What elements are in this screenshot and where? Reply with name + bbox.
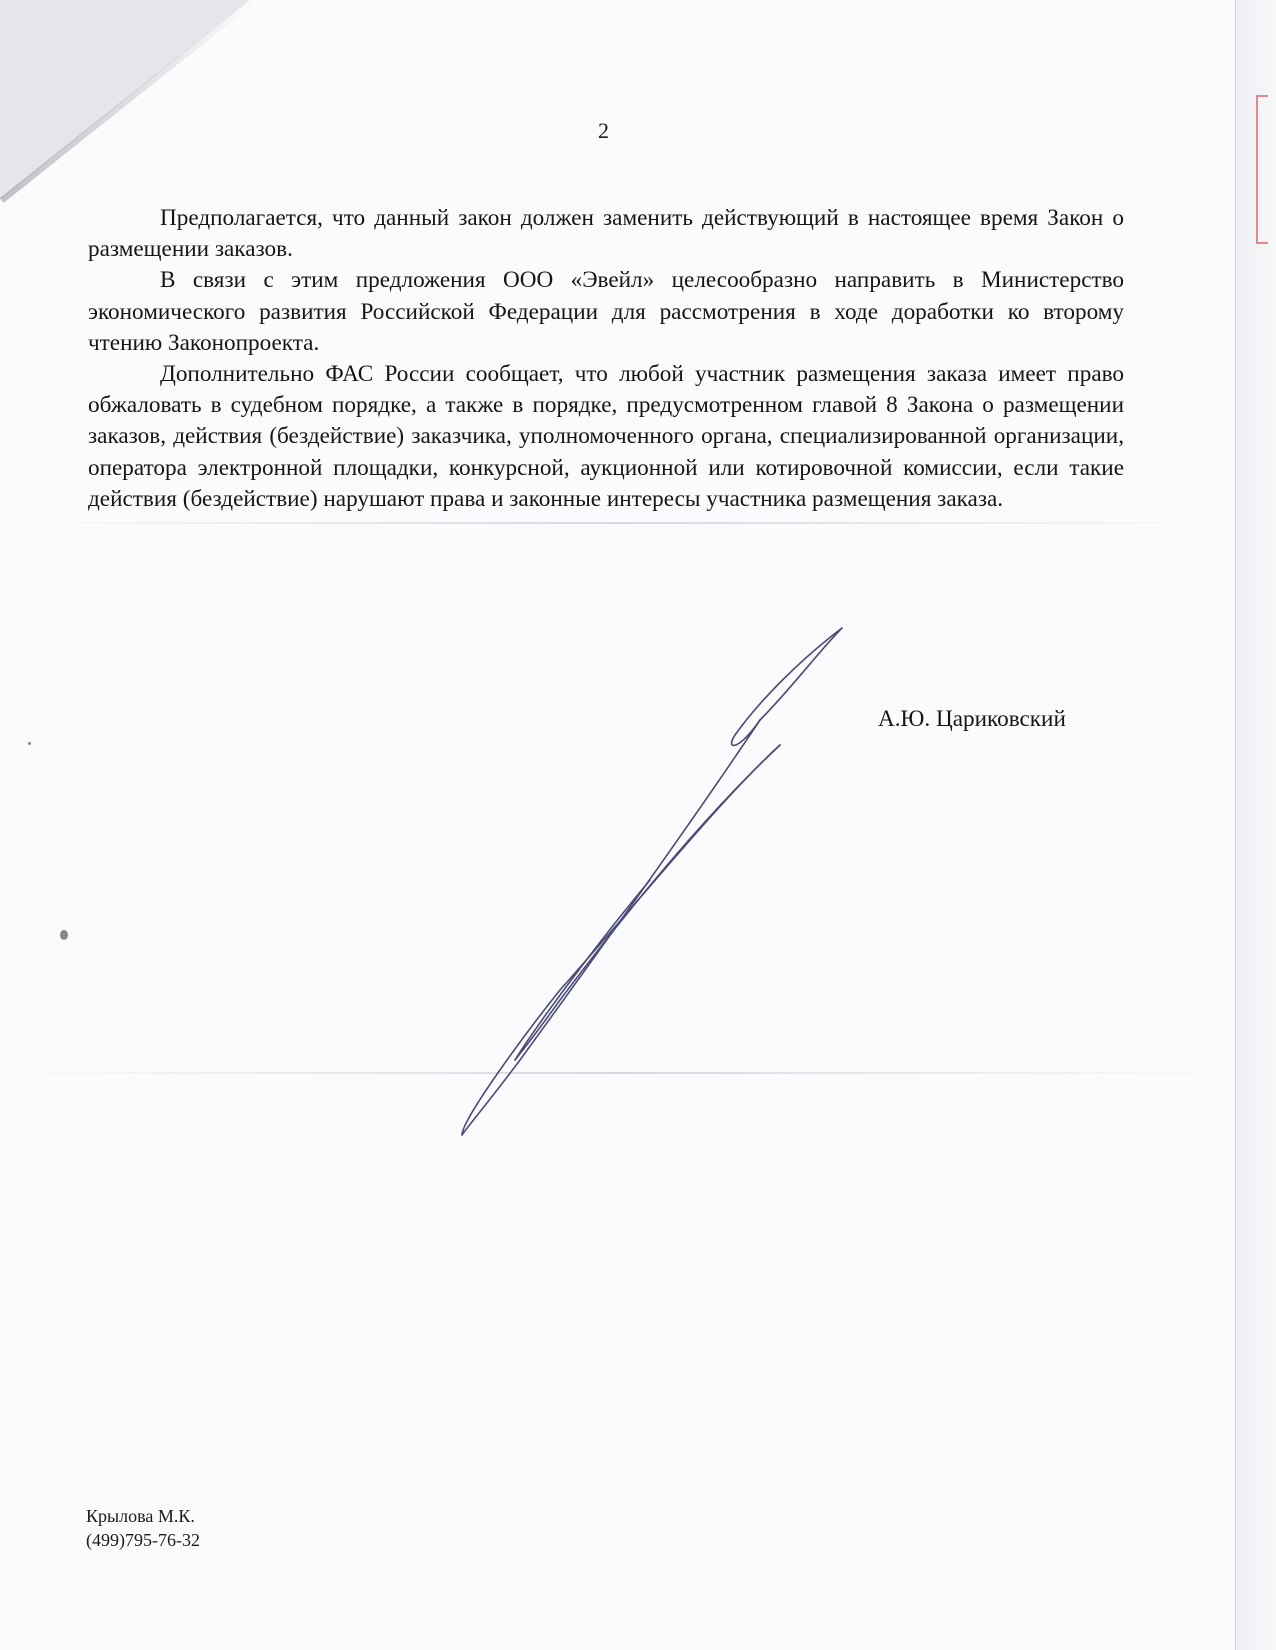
- stamp-mark: [1256, 95, 1268, 244]
- executor-phone: (499)795-76-32: [86, 1530, 200, 1550]
- speck: [60, 930, 68, 940]
- executor-name: Крылова М.К.: [86, 1506, 195, 1526]
- signer-name: А.Ю. Цариковский: [878, 706, 1066, 732]
- page-edge: [1235, 0, 1276, 1650]
- speck: [28, 742, 31, 745]
- fold-line: [0, 522, 1236, 524]
- paragraph: Предполагается, что данный закон должен заменить действующий в настоящее время Закон о размещении заказов.: [88, 205, 1124, 263]
- page-number: 2: [598, 118, 609, 143]
- fold-line: [0, 1072, 1236, 1074]
- paragraph: В связи с этим предложения ООО «Эвейл» целесообразно направить в Министерство экономического развития Российской Федерации для рассмотрения в ходе доработки ко второму чтению Законопроекта.: [88, 267, 1124, 356]
- executor-block: [86, 1504, 200, 1552]
- letter-body: [88, 203, 1124, 515]
- paragraph: Дополнительно ФАС России сообщает, что любой участник размещения заказа имеет право обжаловать в судебном порядке, а также в порядке, предусмотренном главой 8 Закона о размещении заказов, действия (бездействие) заказчика, уполномоченного органа, специализированной организации, оператора электронной площадки, конкурсной, аукционной или котировочной комиссии, если такие действия (бездействие) нарушают права и законные интересы участника размещения заказа.: [88, 361, 1124, 512]
